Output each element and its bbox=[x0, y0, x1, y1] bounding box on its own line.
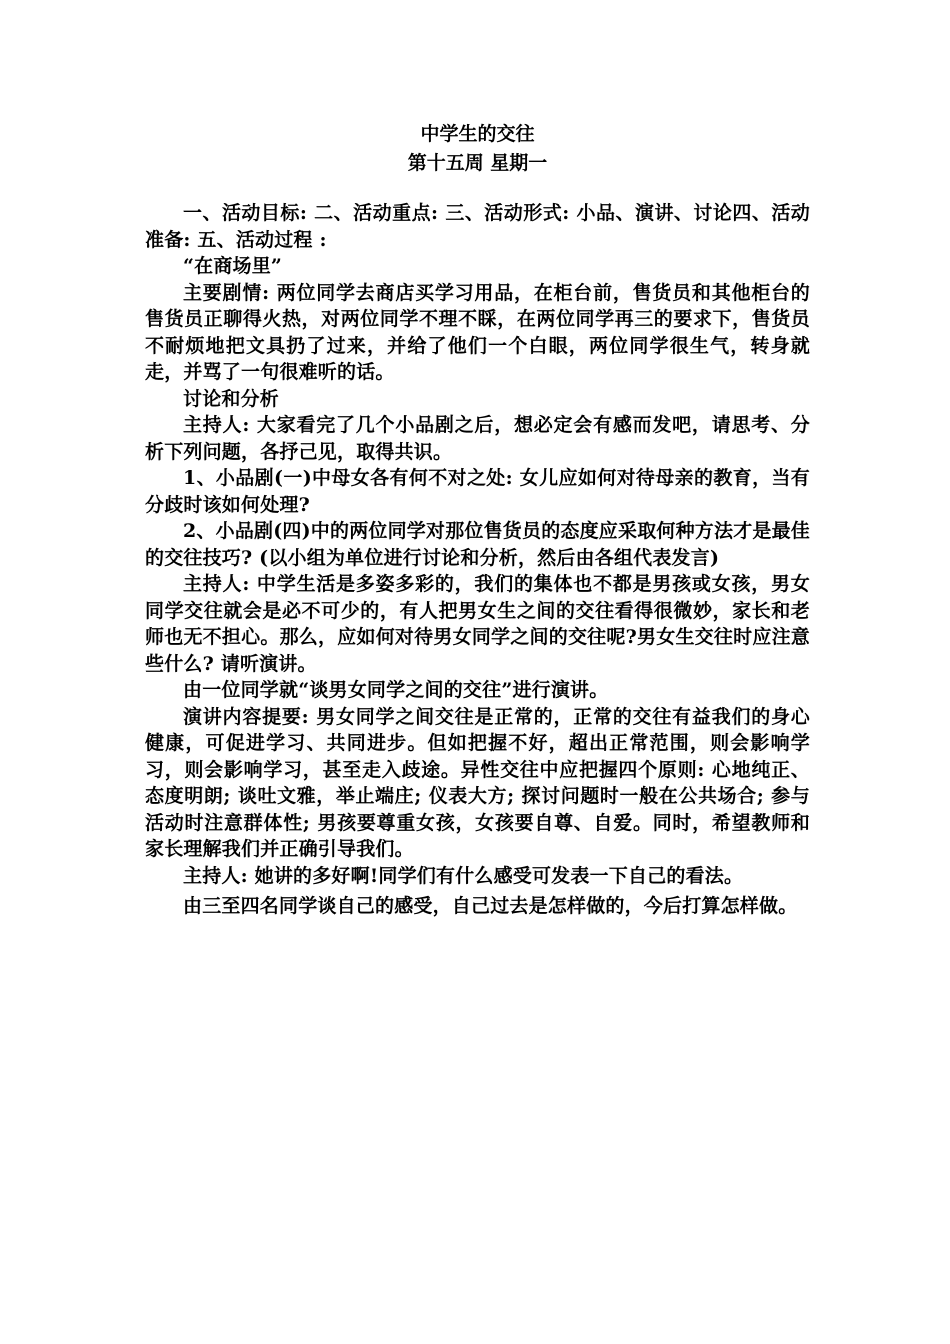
title-block bbox=[145, 120, 810, 178]
paragraph-host-response: 主持人: 她讲的多好啊!同学们有什么感受可发表一下自己的看法。 bbox=[183, 864, 744, 887]
paragraph-closing: 由三至四名同学谈自己的感受，自己过去是怎样做的，今后打算怎样做。 bbox=[183, 895, 798, 917]
paragraph-speech-announcement: 由一位同学就“谈男女同学之间的交往”进行演讲。 bbox=[183, 679, 609, 701]
paragraph-host-speech-intro: 主持人: 中学生活是多姿多彩的，我们的集体也不都是男孩或女孩，男女同学交往就会是必不可少的，有人把男女生之间的交往看得很微妙，家长和老师也无不担心。那么，应如何对待男女同学之间的交往呢?男女生交往时应注意些什么? 请听演讲。 bbox=[145, 573, 810, 675]
paragraph-host-intro: 主持人: 大家看完了几个小品剧之后，想必定会有感而发吧，请思考、分析下列问题，各抒己见，取得共识。 bbox=[145, 414, 810, 463]
paragraph-speech-summary: 演讲内容提要: 男女同学之间交往是正常的，正常的交往有益我们的身心健康，可促进学习、共同进步。但如把握不好，超出正常范围，则会影响学习，则会影响学习，甚至走入歧途。异性交往中应把握四个原则: 心地纯正、态度明朗; 谈吐文雅，举止端庄; 仪表大方; 探讨问题时一般在公共场合; 参与活动时注意群体性; 男孩要尊重女孩，女孩要自尊、自爱。同时，希望教师和家长理解我们并正确引导我们。 bbox=[145, 705, 810, 860]
paragraph-question-1: 1、小品剧(一)中母女各有何不对之处: 女儿应如何对待母亲的教育，当有分歧时该如何处理? bbox=[145, 467, 810, 516]
document-subtitle: 第十五周 星期一 bbox=[407, 152, 548, 174]
paragraph-plot: 主要剧情: 两位同学去商店买学习用品，在柜台前，售货员和其他柜台的售货员正聊得火热，对两位同学不理不睬，在两位同学再三的要求下，售货员不耐烦地把文具扔了过来，并给了他们一个白眼，两位同学很生气，转身就走，并骂了一句很难听的话。 bbox=[145, 281, 810, 383]
paragraph-question-2: 2、小品剧(四)中的两位同学对那位售货员的态度应采取何种方法才是最佳的交往技巧? (以小组为单位进行讨论和分析，然后由各组代表发言) bbox=[145, 520, 811, 569]
paragraph-activity-outline: 一、活动目标: 二、活动重点: 三、活动形式: 小品、演讲、讨论四、活动准备: 五、活动过程 : bbox=[145, 202, 810, 251]
document-body bbox=[145, 120, 810, 920]
paragraph-discussion-heading: 讨论和分析 bbox=[183, 387, 280, 410]
paragraph-skit-title: “在商场里” bbox=[183, 255, 283, 277]
document-title: 中学生的交往 bbox=[420, 123, 535, 145]
